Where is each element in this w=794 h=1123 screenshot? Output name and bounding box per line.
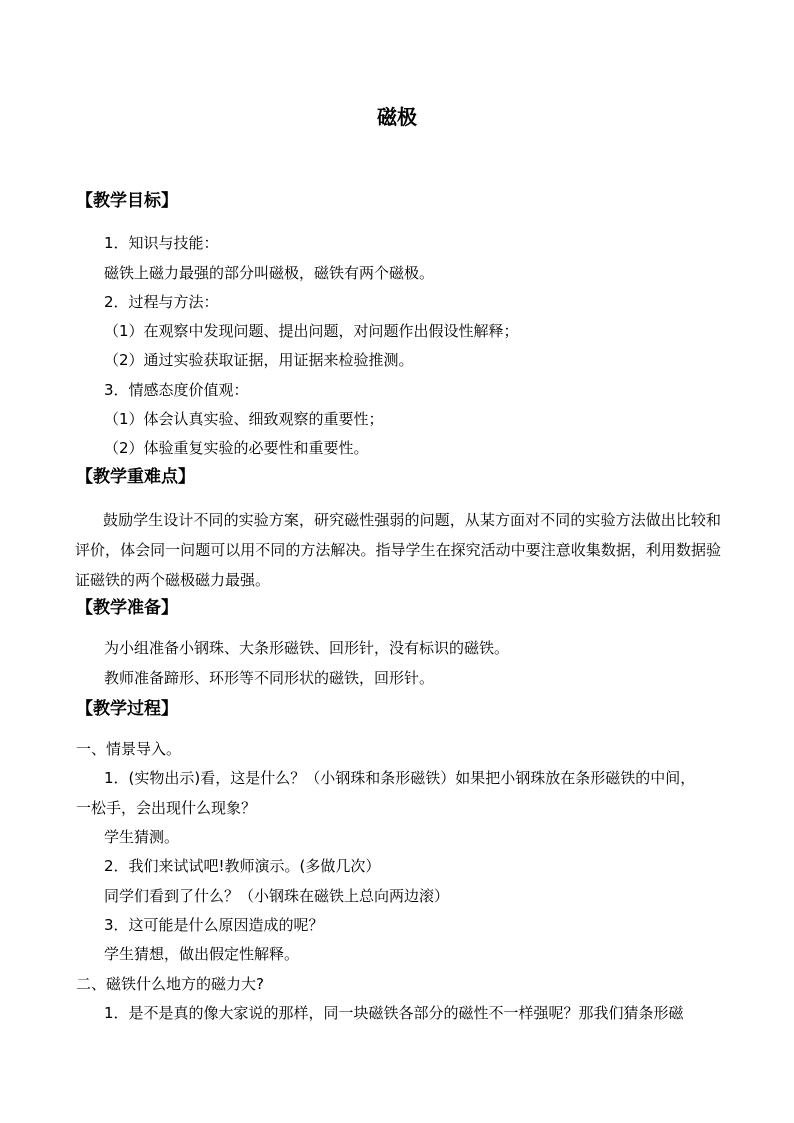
goals-line: （2）体验重复实验的必要性和重要性。 bbox=[104, 439, 369, 457]
process-line: 3．这可能是什么原因造成的呢？ bbox=[104, 916, 324, 934]
goals-line: 2．过程与方法： bbox=[104, 293, 219, 311]
goals-line: 3．情感态度价值观： bbox=[104, 381, 249, 399]
section-heading-process: 【教学过程】 bbox=[76, 699, 178, 719]
goals-line: 1．知识与技能： bbox=[104, 234, 219, 252]
preparation-line: 教师准备蹄形、环形等不同形状的磁铁，回形针。 bbox=[104, 669, 435, 687]
process-part-title: 一、情景导入。 bbox=[76, 740, 182, 758]
process-line: 同学们看到了什么？（小钢珠在磁铁上总向两边滚） bbox=[104, 887, 450, 905]
document-title: 磁极 bbox=[377, 105, 417, 129]
process-line: 1．(实物出示)看，这是什么？（小钢珠和条形磁铁）如果把小钢珠放在条形磁铁的中间， bbox=[104, 769, 696, 787]
process-line: 学生猜测。 bbox=[104, 828, 180, 846]
process-line: 一松手，会出现什么现象？ bbox=[76, 799, 257, 817]
preparation-line: 为小组准备小钢珠、大条形磁铁、回形针，没有标识的磁铁。 bbox=[104, 639, 510, 657]
section-heading-goals: 【教学目标】 bbox=[76, 191, 178, 211]
section-heading-key-points: 【教学重难点】 bbox=[76, 467, 195, 487]
goals-line: （2）通过实验获取证据，用证据来检验推测。 bbox=[104, 351, 414, 369]
section-heading-preparation: 【教学准备】 bbox=[76, 598, 178, 618]
process-part-title: 二、磁铁什么地方的磁力大? bbox=[76, 975, 264, 993]
goals-line: 磁铁上磁力最强的部分叫磁极，磁铁有两个磁极。 bbox=[104, 264, 435, 282]
goals-line: （1）体会认真实验、细致观察的重要性； bbox=[104, 410, 384, 428]
process-line: 2．我们来试试吧!教师演示。(多做几次） bbox=[104, 857, 381, 875]
goals-line: （1）在观察中发现问题、提出问题，对问题作出假设性解释； bbox=[104, 322, 519, 340]
process-line: 学生猜想，做出假定性解释。 bbox=[104, 945, 300, 963]
process-line: 1．是不是真的像大家说的那样，同一块磁铁各部分的磁性不一样强呢？那我们猜条形磁 bbox=[104, 1004, 684, 1022]
key-points-paragraph: 鼓励学生设计不同的实验方案，研究磁性强弱的问题，从某方面对不同的实验方法做出比较和评价，体会同一问题可以用不同的方法解决。指导学生在探究活动中要注意收集数据，利用数据验证磁铁的两个磁极磁力最强。 bbox=[75, 511, 721, 589]
